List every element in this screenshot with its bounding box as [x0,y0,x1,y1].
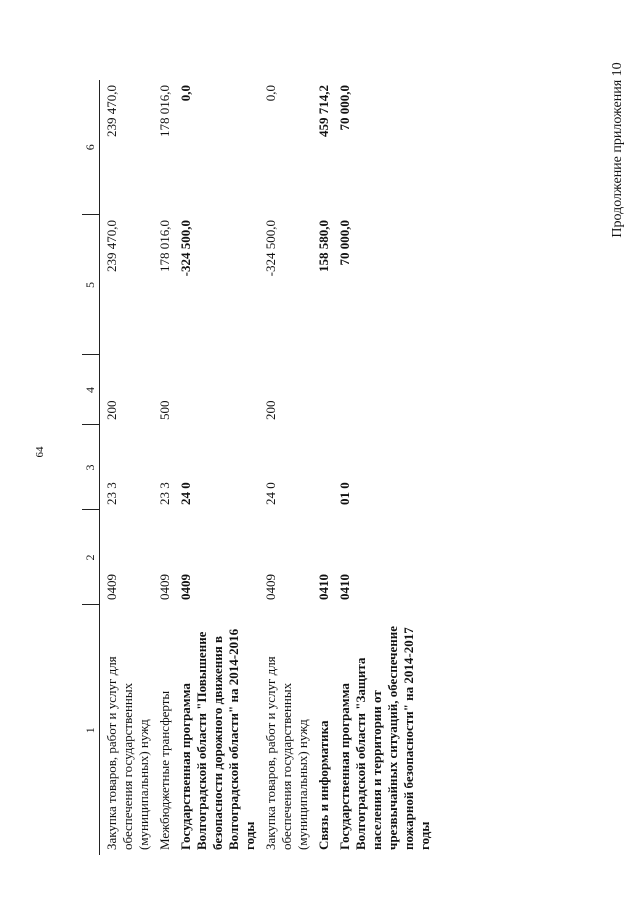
row-name: Закупка товаров, работ и услуг для обеспечения государственных (муниципальных) нужд [263,656,310,850]
row-sum1: 70 000,0 [337,220,352,266]
row-article: 23 3 [157,482,172,505]
row-sum2: 70 000,0 [337,85,352,131]
row-name: Государственная программа Волгоградской области "Повышение безопасности дорожного движения в Волгоградской области" на 2014-2016 годы [178,628,257,850]
column-header: 1 [82,605,100,855]
budget-table-wrap [82,80,640,855]
row-article [312,425,333,510]
row-sum2: 178 016,0 [157,85,172,137]
row-name: Государственная программа Волгоградской области "Защита населения и территории от чрезвычайных ситуаций, обеспечение пожарной безопасности" на 2014-2017 годы [337,625,432,850]
row-code: 0410 [337,574,352,600]
row-sum1: -324 500,0 [263,220,278,277]
row-type [174,355,259,425]
row-article: 24 0 [178,482,193,505]
table-row [153,80,174,855]
row-name: Связь и информатика [316,720,331,850]
row-name: Межбюджетные трансферты [157,690,172,850]
row-type [312,355,333,425]
row-sum1: 178 016,0 [157,220,172,272]
page-number: 64 [34,446,46,458]
row-code: 0409 [157,574,172,600]
row-article: 01 0 [337,482,352,505]
row-article: 23 3 [104,482,119,505]
row-code: 0410 [316,574,331,600]
row-code: 0409 [178,574,193,600]
budget-table [82,80,434,855]
table-row [100,80,154,855]
continuation-label: Продолжение приложения 10 [610,62,625,238]
row-sum1: 158 580,0 [316,220,331,272]
row-name: Закупка товаров, работ и услуг для обеспечения государственных (муниципальных) нужд [104,656,151,850]
row-type: 500 [157,400,172,420]
table-row [312,80,333,855]
column-header: 4 [82,355,100,425]
row-sum1: -324 500,0 [178,220,193,277]
row-sum2: 239 470,0 [104,85,119,137]
row-type [333,355,434,425]
column-header: 2 [82,510,100,605]
budget-table-rotated [82,80,640,855]
column-header: 3 [82,425,100,510]
column-header: 6 [82,80,100,215]
table-row [333,80,434,855]
row-code: 0409 [104,574,119,600]
row-type: 200 [263,400,278,420]
row-sum2: 0,0 [263,85,278,102]
table-row [259,80,312,855]
table-row [174,80,259,855]
row-code: 0409 [263,574,278,600]
column-header: 5 [82,215,100,355]
row-article: 24 0 [263,482,278,505]
row-sum1: 239 470,0 [104,220,119,272]
header-row [82,80,100,855]
row-sum2: 459 714,2 [316,85,331,137]
row-sum2: 0,0 [178,85,193,102]
row-type: 200 [104,400,119,420]
